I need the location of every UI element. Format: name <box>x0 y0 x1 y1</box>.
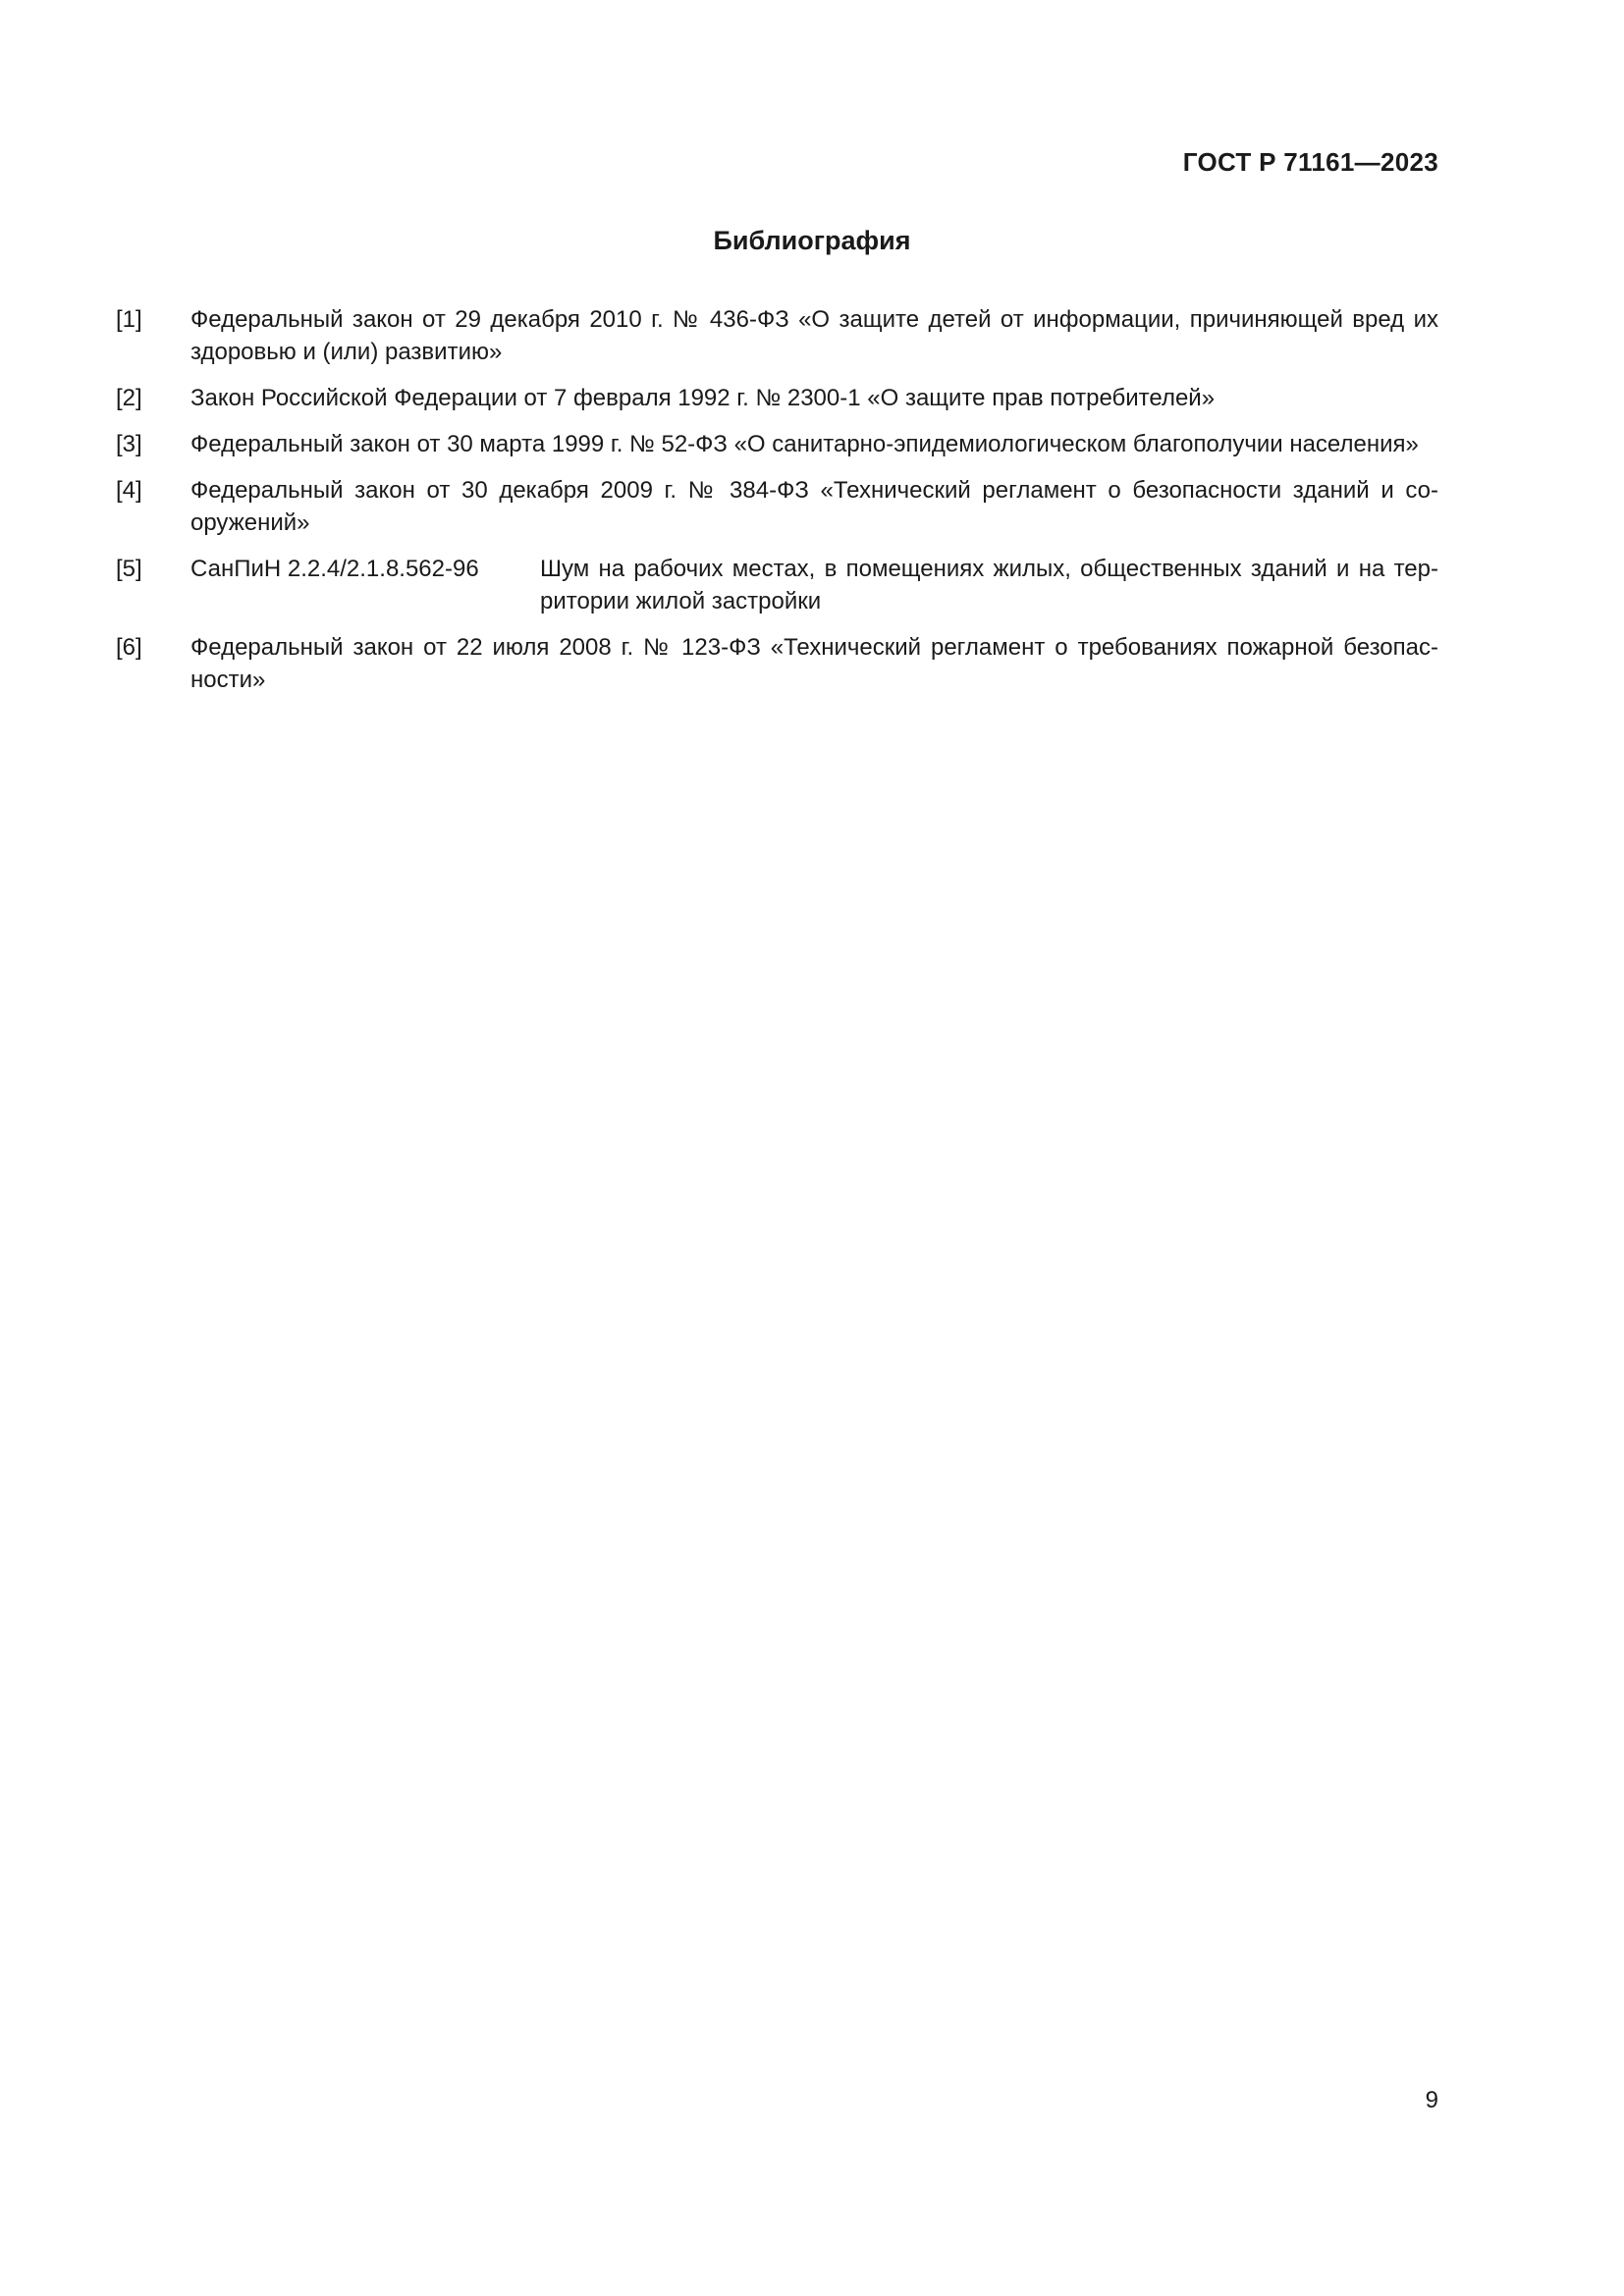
bibliography-entry-3 <box>116 428 1438 460</box>
entry-text <box>190 553 1438 617</box>
bibliography-entry-1 <box>116 303 1438 368</box>
entry-text: Федеральный закон от 29 декабря 2010 г. № 436-ФЗ «О защите детей от информации, причиняющей вред их здоровью и (или) развитию» <box>190 306 1438 365</box>
entry-description: Шум на рабочих местах, в помещениях жилых, общественных зданий и на территории жилой застройки <box>540 556 1438 614</box>
bibliography-entry-6 <box>116 631 1438 696</box>
entry-text: Закон Российской Федерации от 7 февраля 1992 г. № 2300-1 «О защите прав потребителей» <box>190 385 1216 411</box>
entry-number: [2] <box>116 385 142 411</box>
bibliography-list <box>116 303 1438 710</box>
entry-designation: СанПиН 2.2.4/2.1.8.562-96 <box>190 556 479 582</box>
bibliography-entry-4 <box>116 474 1438 539</box>
entry-number: [4] <box>116 477 142 504</box>
bibliography-entry-2 <box>116 382 1438 414</box>
bibliography-entry-5 <box>116 553 1438 617</box>
entry-text: Федеральный закон от 30 декабря 2009 г. № 384-ФЗ «Технический регламент о безопасности зданий и сооружений» <box>190 477 1438 536</box>
entry-number: [1] <box>116 306 142 333</box>
entry-number: [5] <box>116 556 142 582</box>
entry-number: [6] <box>116 634 142 661</box>
entry-text: Федеральный закон от 22 июля 2008 г. № 123-ФЗ «Технический регламент о требованиях пожарной безопасности» <box>190 634 1438 693</box>
entry-text: Федеральный закон от 30 марта 1999 г. № 52-ФЗ «О санитарно-эпидемиологическом благополучии населения» <box>190 431 1419 457</box>
document-code: ГОСТ Р 71161—2023 <box>1182 147 1438 177</box>
page-number: 9 <box>1425 2087 1438 2113</box>
entry-number: [3] <box>116 431 142 457</box>
bibliography-title: Библиография <box>713 226 911 255</box>
